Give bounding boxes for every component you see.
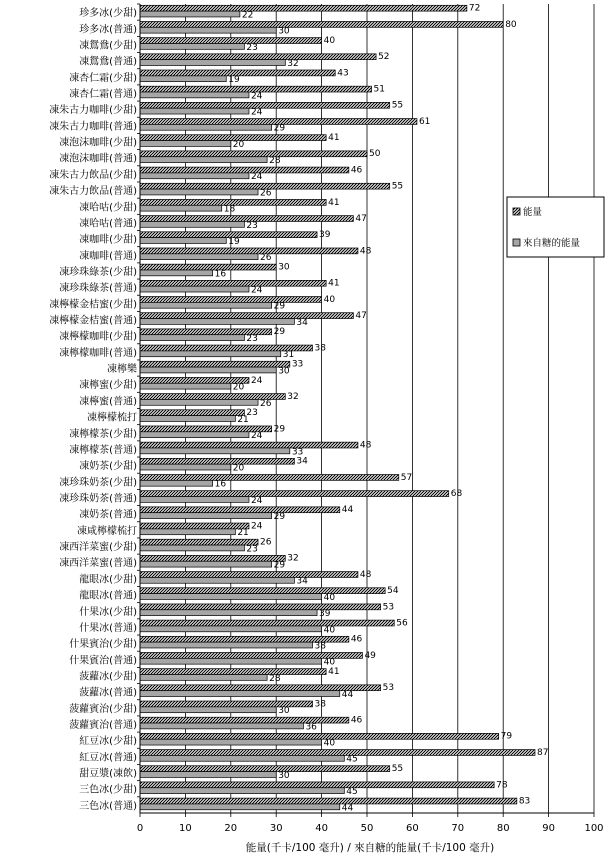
data-label-energy: 47	[355, 311, 367, 322]
bar-energy	[140, 733, 499, 739]
data-label-energy: 32	[287, 553, 299, 564]
data-label-energy: 38	[314, 343, 326, 354]
x-tick-label: 100	[584, 823, 604, 834]
data-label-sugar: 44	[341, 690, 354, 701]
bar-energy	[140, 539, 258, 545]
x-tick-label: 30	[269, 823, 283, 834]
bar-energy	[140, 5, 467, 11]
data-label-sugar: 24	[250, 91, 263, 102]
category-label: 凍朱古力飲品(少甜)	[49, 169, 137, 181]
legend-label-sugar: 來自糖的能量	[523, 238, 581, 249]
bar-sugar	[140, 319, 294, 325]
legend-swatch-sugar	[513, 239, 520, 246]
data-label-energy: 72	[468, 3, 481, 14]
bar-sugar	[140, 497, 249, 503]
category-label: 凍泡沫咖啡(普通)	[59, 153, 137, 165]
data-label-sugar: 19	[228, 236, 240, 247]
category-label: 珍多冰(少甜)	[79, 8, 137, 20]
bar-energy	[140, 604, 381, 610]
category-label: 凍檸樂	[107, 364, 137, 376]
category-label: 凍杏仁霜(少甜)	[69, 72, 137, 84]
bar-sugar	[140, 594, 322, 600]
data-label-sugar: 24	[250, 172, 263, 183]
data-label-energy: 38	[314, 699, 326, 710]
data-label-energy: 61	[418, 116, 431, 127]
data-label-energy: 48	[359, 569, 372, 580]
bar-sugar	[140, 270, 213, 276]
bar-energy	[140, 313, 353, 319]
bar-energy	[140, 21, 503, 27]
bar-sugar	[140, 432, 249, 438]
data-label-sugar: 29	[273, 560, 286, 571]
data-label-energy: 41	[328, 666, 340, 677]
category-label: 凍奶茶(普通)	[79, 509, 137, 521]
data-label-sugar: 18	[223, 204, 236, 215]
category-label: 凍檸檬金桔蜜(普通)	[49, 315, 137, 327]
data-label-sugar: 29	[273, 301, 286, 312]
bar-sugar	[140, 11, 240, 17]
category-label: 凍鴛鴦(少甜)	[79, 40, 137, 52]
data-label-energy: 24	[250, 521, 263, 532]
category-label: 三色冰(少甜)	[79, 784, 137, 796]
bar-sugar	[140, 513, 272, 519]
bar-sugar	[140, 642, 313, 648]
category-label: 菠蘿冰(普通)	[79, 687, 137, 699]
data-label-sugar: 39	[319, 609, 331, 620]
bar-sugar	[140, 399, 258, 405]
bar-energy	[140, 151, 367, 157]
category-label: 凍朱古力咖啡(普通)	[49, 121, 137, 133]
data-label-sugar: 19	[228, 75, 240, 86]
category-label: 菠蘿賓治(普通)	[69, 720, 137, 732]
data-label-energy: 83	[518, 796, 531, 807]
bar-sugar	[140, 707, 276, 713]
bar-sugar	[140, 658, 322, 664]
bar-sugar	[140, 27, 276, 33]
data-label-sugar: 44	[341, 803, 354, 814]
category-label: 什果冰(普通)	[79, 622, 137, 634]
bar-energy	[140, 297, 322, 303]
category-label: 凍杏仁霜(普通)	[69, 88, 137, 100]
data-label-sugar: 38	[314, 641, 326, 652]
data-label-sugar: 34	[296, 317, 308, 328]
data-label-energy: 34	[296, 456, 308, 467]
data-label-sugar: 21	[237, 414, 249, 425]
data-label-sugar: 40	[323, 657, 336, 668]
bar-energy	[140, 167, 349, 173]
data-label-sugar: 29	[273, 512, 286, 523]
bar-sugar	[140, 691, 340, 697]
data-label-sugar: 26	[260, 188, 272, 199]
category-label: 凍檸蜜(普通)	[79, 396, 137, 408]
bar-energy	[140, 442, 358, 448]
category-label: 凍檸檬咖啡(少甜)	[59, 331, 137, 343]
data-label-energy: 55	[391, 181, 404, 192]
data-label-sugar: 20	[232, 139, 245, 150]
category-label: 凍珍珠綠茶(普通)	[59, 283, 137, 295]
category-label: 凍鴛鴦(普通)	[79, 56, 137, 68]
data-label-sugar: 32	[287, 58, 299, 69]
category-label: 紅豆冰(普通)	[79, 752, 137, 764]
bar-energy	[140, 102, 390, 108]
bar-energy	[140, 264, 276, 270]
bar-sugar	[140, 674, 267, 680]
x-tick-label: 80	[496, 823, 510, 834]
bar-energy	[140, 669, 326, 675]
data-label-energy: 51	[373, 84, 385, 95]
bar-sugar	[140, 351, 281, 357]
category-label: 三色冰(普通)	[79, 800, 137, 812]
data-label-energy: 24	[250, 375, 263, 386]
data-label-energy: 87	[536, 747, 549, 758]
data-label-sugar: 21	[237, 528, 249, 539]
bar-energy	[140, 588, 385, 594]
x-tick-label: 60	[406, 823, 419, 834]
category-label: 甜豆漿(凍飲)	[79, 768, 137, 780]
data-label-sugar: 30	[278, 770, 290, 781]
bar-sugar	[140, 788, 344, 794]
category-label: 凍泡沫咖啡(少甜)	[59, 137, 137, 149]
data-label-energy: 48	[359, 246, 372, 257]
bar-sugar	[140, 529, 235, 535]
category-label: 凍檸檬金桔蜜(少甜)	[49, 299, 137, 311]
category-label: 紅豆冰(少甜)	[79, 736, 137, 748]
data-label-energy: 49	[364, 650, 376, 661]
data-label-sugar: 22	[241, 10, 254, 21]
category-label: 凍哈咕(普通)	[79, 218, 137, 230]
data-label-sugar: 31	[282, 350, 295, 361]
bar-sugar	[140, 108, 249, 114]
data-label-energy: 40	[323, 35, 336, 46]
data-label-sugar: 24	[250, 431, 263, 442]
bar-sugar	[140, 254, 258, 260]
x-tick-label: 0	[136, 823, 144, 834]
data-label-sugar: 26	[260, 398, 272, 409]
data-label-energy: 78	[496, 780, 508, 791]
data-label-sugar: 40	[323, 592, 336, 603]
data-label-energy: 46	[350, 715, 363, 726]
category-label: 凍咖啡(少甜)	[79, 234, 137, 246]
bar-energy	[140, 491, 449, 497]
data-label-energy: 46	[350, 165, 363, 176]
data-label-sugar: 20	[232, 382, 245, 393]
bar-energy	[140, 782, 494, 788]
data-label-sugar: 36	[305, 722, 317, 733]
data-label-sugar: 30	[278, 706, 290, 717]
data-label-sugar: 26	[260, 253, 272, 264]
bar-energy	[140, 38, 322, 44]
data-label-energy: 43	[337, 68, 349, 79]
data-label-energy: 53	[382, 683, 395, 694]
bar-energy	[140, 507, 340, 513]
bar-sugar	[140, 76, 226, 82]
bar-energy	[140, 361, 290, 367]
data-label-energy: 80	[505, 19, 517, 30]
data-label-sugar: 34	[296, 576, 308, 587]
data-label-energy: 32	[287, 391, 299, 402]
category-label: 龍眼冰(少甜)	[79, 574, 137, 586]
category-label: 什果賓治(普通)	[69, 655, 137, 667]
bar-energy	[140, 620, 394, 626]
category-label: 凍檸檬梳打	[87, 412, 137, 424]
x-tick-label: 20	[224, 823, 238, 834]
data-label-energy: 52	[378, 52, 390, 63]
bar-sugar	[140, 92, 249, 98]
x-tick-label: 70	[451, 823, 465, 834]
data-label-sugar: 23	[246, 334, 258, 345]
data-label-sugar: 28	[269, 156, 281, 167]
bar-sugar	[140, 335, 244, 341]
category-label: 凍檸檬茶(少甜)	[69, 428, 137, 440]
category-label: 凍珍珠奶茶(少甜)	[59, 477, 137, 489]
bar-sugar	[140, 416, 235, 422]
data-label-sugar: 24	[250, 285, 263, 296]
data-label-energy: 40	[323, 294, 336, 305]
bar-energy	[140, 766, 390, 772]
category-label: 凍奶茶(少甜)	[79, 461, 137, 473]
category-label: 凍檸蜜(少甜)	[79, 380, 137, 392]
category-label: 凍朱古力飲品(普通)	[49, 186, 137, 198]
category-label: 凍珍珠奶茶(普通)	[59, 493, 137, 505]
bar-sugar	[140, 545, 244, 551]
data-label-sugar: 29	[273, 123, 286, 134]
category-label: 菠蘿冰(少甜)	[79, 671, 137, 683]
bar-sugar	[140, 383, 231, 389]
data-label-sugar: 23	[246, 544, 258, 555]
bar-sugar	[140, 464, 231, 470]
data-label-sugar: 28	[269, 673, 281, 684]
data-label-energy: 30	[278, 262, 290, 273]
data-label-sugar: 23	[246, 42, 258, 53]
data-label-energy: 54	[387, 586, 399, 597]
category-label: 凍西洋菜蜜(普通)	[59, 558, 137, 570]
data-label-energy: 29	[273, 424, 286, 435]
data-label-energy: 41	[328, 278, 340, 289]
bar-sugar	[140, 205, 222, 211]
data-label-sugar: 40	[323, 625, 336, 636]
data-label-energy: 56	[396, 618, 408, 629]
bar-energy	[140, 475, 399, 481]
data-label-sugar: 40	[323, 738, 336, 749]
bar-sugar	[140, 238, 226, 244]
bar-energy	[140, 523, 249, 529]
bar-sugar	[140, 367, 276, 373]
bar-energy	[140, 572, 358, 578]
bar-sugar	[140, 755, 344, 761]
category-label: 凍檸檬咖啡(普通)	[59, 347, 137, 359]
bar-sugar	[140, 626, 322, 632]
category-label: 珍多冰(普通)	[79, 24, 137, 36]
category-label: 凍咖啡(普通)	[79, 250, 137, 262]
category-label: 凍朱古力咖啡(少甜)	[49, 105, 137, 117]
bar-sugar	[140, 610, 317, 616]
data-label-energy: 55	[391, 100, 404, 111]
data-label-sugar: 23	[246, 220, 258, 231]
data-label-energy: 79	[500, 731, 513, 742]
data-label-energy: 47	[355, 213, 367, 224]
legend	[507, 197, 604, 257]
category-label: 凍檸檬茶(普通)	[69, 444, 137, 456]
category-label: 凍珍珠綠茶(少甜)	[59, 266, 137, 278]
bar-sugar	[140, 561, 272, 567]
bar-sugar	[140, 302, 272, 308]
bar-sugar	[140, 804, 340, 810]
bar-sugar	[140, 723, 303, 729]
category-label: 什果賓治(少甜)	[69, 639, 137, 651]
data-label-energy: 46	[350, 634, 363, 645]
bar-sugar	[140, 221, 244, 227]
data-label-energy: 68	[450, 489, 463, 500]
legend-label-energy: 能量	[523, 207, 543, 218]
bar-sugar	[140, 157, 267, 163]
bar-energy	[140, 458, 294, 464]
x-tick-label: 40	[315, 823, 328, 834]
bar-energy	[140, 410, 244, 416]
data-label-energy: 41	[328, 133, 340, 144]
data-label-sugar: 45	[346, 787, 358, 798]
data-label-energy: 48	[359, 440, 372, 451]
data-label-sugar: 24	[250, 495, 263, 506]
bar-sugar	[140, 577, 294, 583]
x-tick-label: 90	[542, 823, 555, 834]
bar-sugar	[140, 43, 244, 49]
x-tick-label: 10	[179, 823, 192, 834]
data-label-energy: 33	[291, 359, 304, 370]
data-label-sugar: 30	[278, 26, 290, 37]
bar-sugar	[140, 189, 258, 195]
bar-energy	[140, 248, 358, 254]
category-label: 龍眼冰(普通)	[79, 590, 137, 602]
bar-energy	[140, 798, 517, 804]
legend-swatch-energy	[513, 208, 520, 215]
data-label-energy: 55	[391, 764, 404, 775]
bar-energy	[140, 717, 349, 723]
data-label-energy: 44	[341, 505, 354, 516]
data-label-sugar: 16	[214, 269, 227, 280]
category-label: 凍哈咕(少甜)	[79, 202, 137, 214]
x-axis-label: 能量(千卡/100 毫升) / 來自糖的能量(千卡/100 毫升)	[245, 842, 495, 854]
data-label-sugar: 45	[346, 754, 358, 765]
category-label: 凍西洋菜蜜(少甜)	[59, 542, 137, 554]
bar-sugar	[140, 739, 322, 745]
bar-sugar	[140, 286, 249, 292]
category-label: 什果冰(少甜)	[79, 606, 137, 618]
bar-sugar	[140, 60, 285, 66]
bar-sugar	[140, 141, 231, 147]
data-label-energy: 29	[273, 327, 286, 338]
bar-energy	[140, 750, 535, 756]
data-label-energy: 41	[328, 197, 340, 208]
bar-energy	[140, 54, 376, 60]
data-label-sugar: 24	[250, 107, 263, 118]
data-label-energy: 57	[400, 472, 413, 483]
x-tick-label: 50	[360, 823, 374, 834]
bar-energy	[140, 555, 285, 561]
data-label-energy: 23	[246, 408, 258, 419]
bar-sugar	[140, 124, 272, 130]
data-label-sugar: 33	[291, 447, 304, 458]
bar-energy	[140, 280, 326, 286]
data-label-energy: 50	[369, 149, 381, 160]
bar-sugar	[140, 772, 276, 778]
data-label-sugar: 20	[232, 463, 245, 474]
bar-sugar	[140, 480, 213, 486]
data-label-sugar: 16	[214, 479, 227, 490]
bar-sugar	[140, 448, 290, 454]
data-label-energy: 39	[319, 230, 331, 241]
data-label-energy: 26	[260, 537, 272, 548]
data-label-energy: 53	[382, 602, 395, 613]
bar-sugar	[140, 173, 249, 179]
category-label: 凍咸檸檬梳打	[77, 525, 137, 537]
category-label: 菠蘿賓治(少甜)	[69, 703, 137, 715]
data-label-sugar: 30	[278, 366, 290, 377]
